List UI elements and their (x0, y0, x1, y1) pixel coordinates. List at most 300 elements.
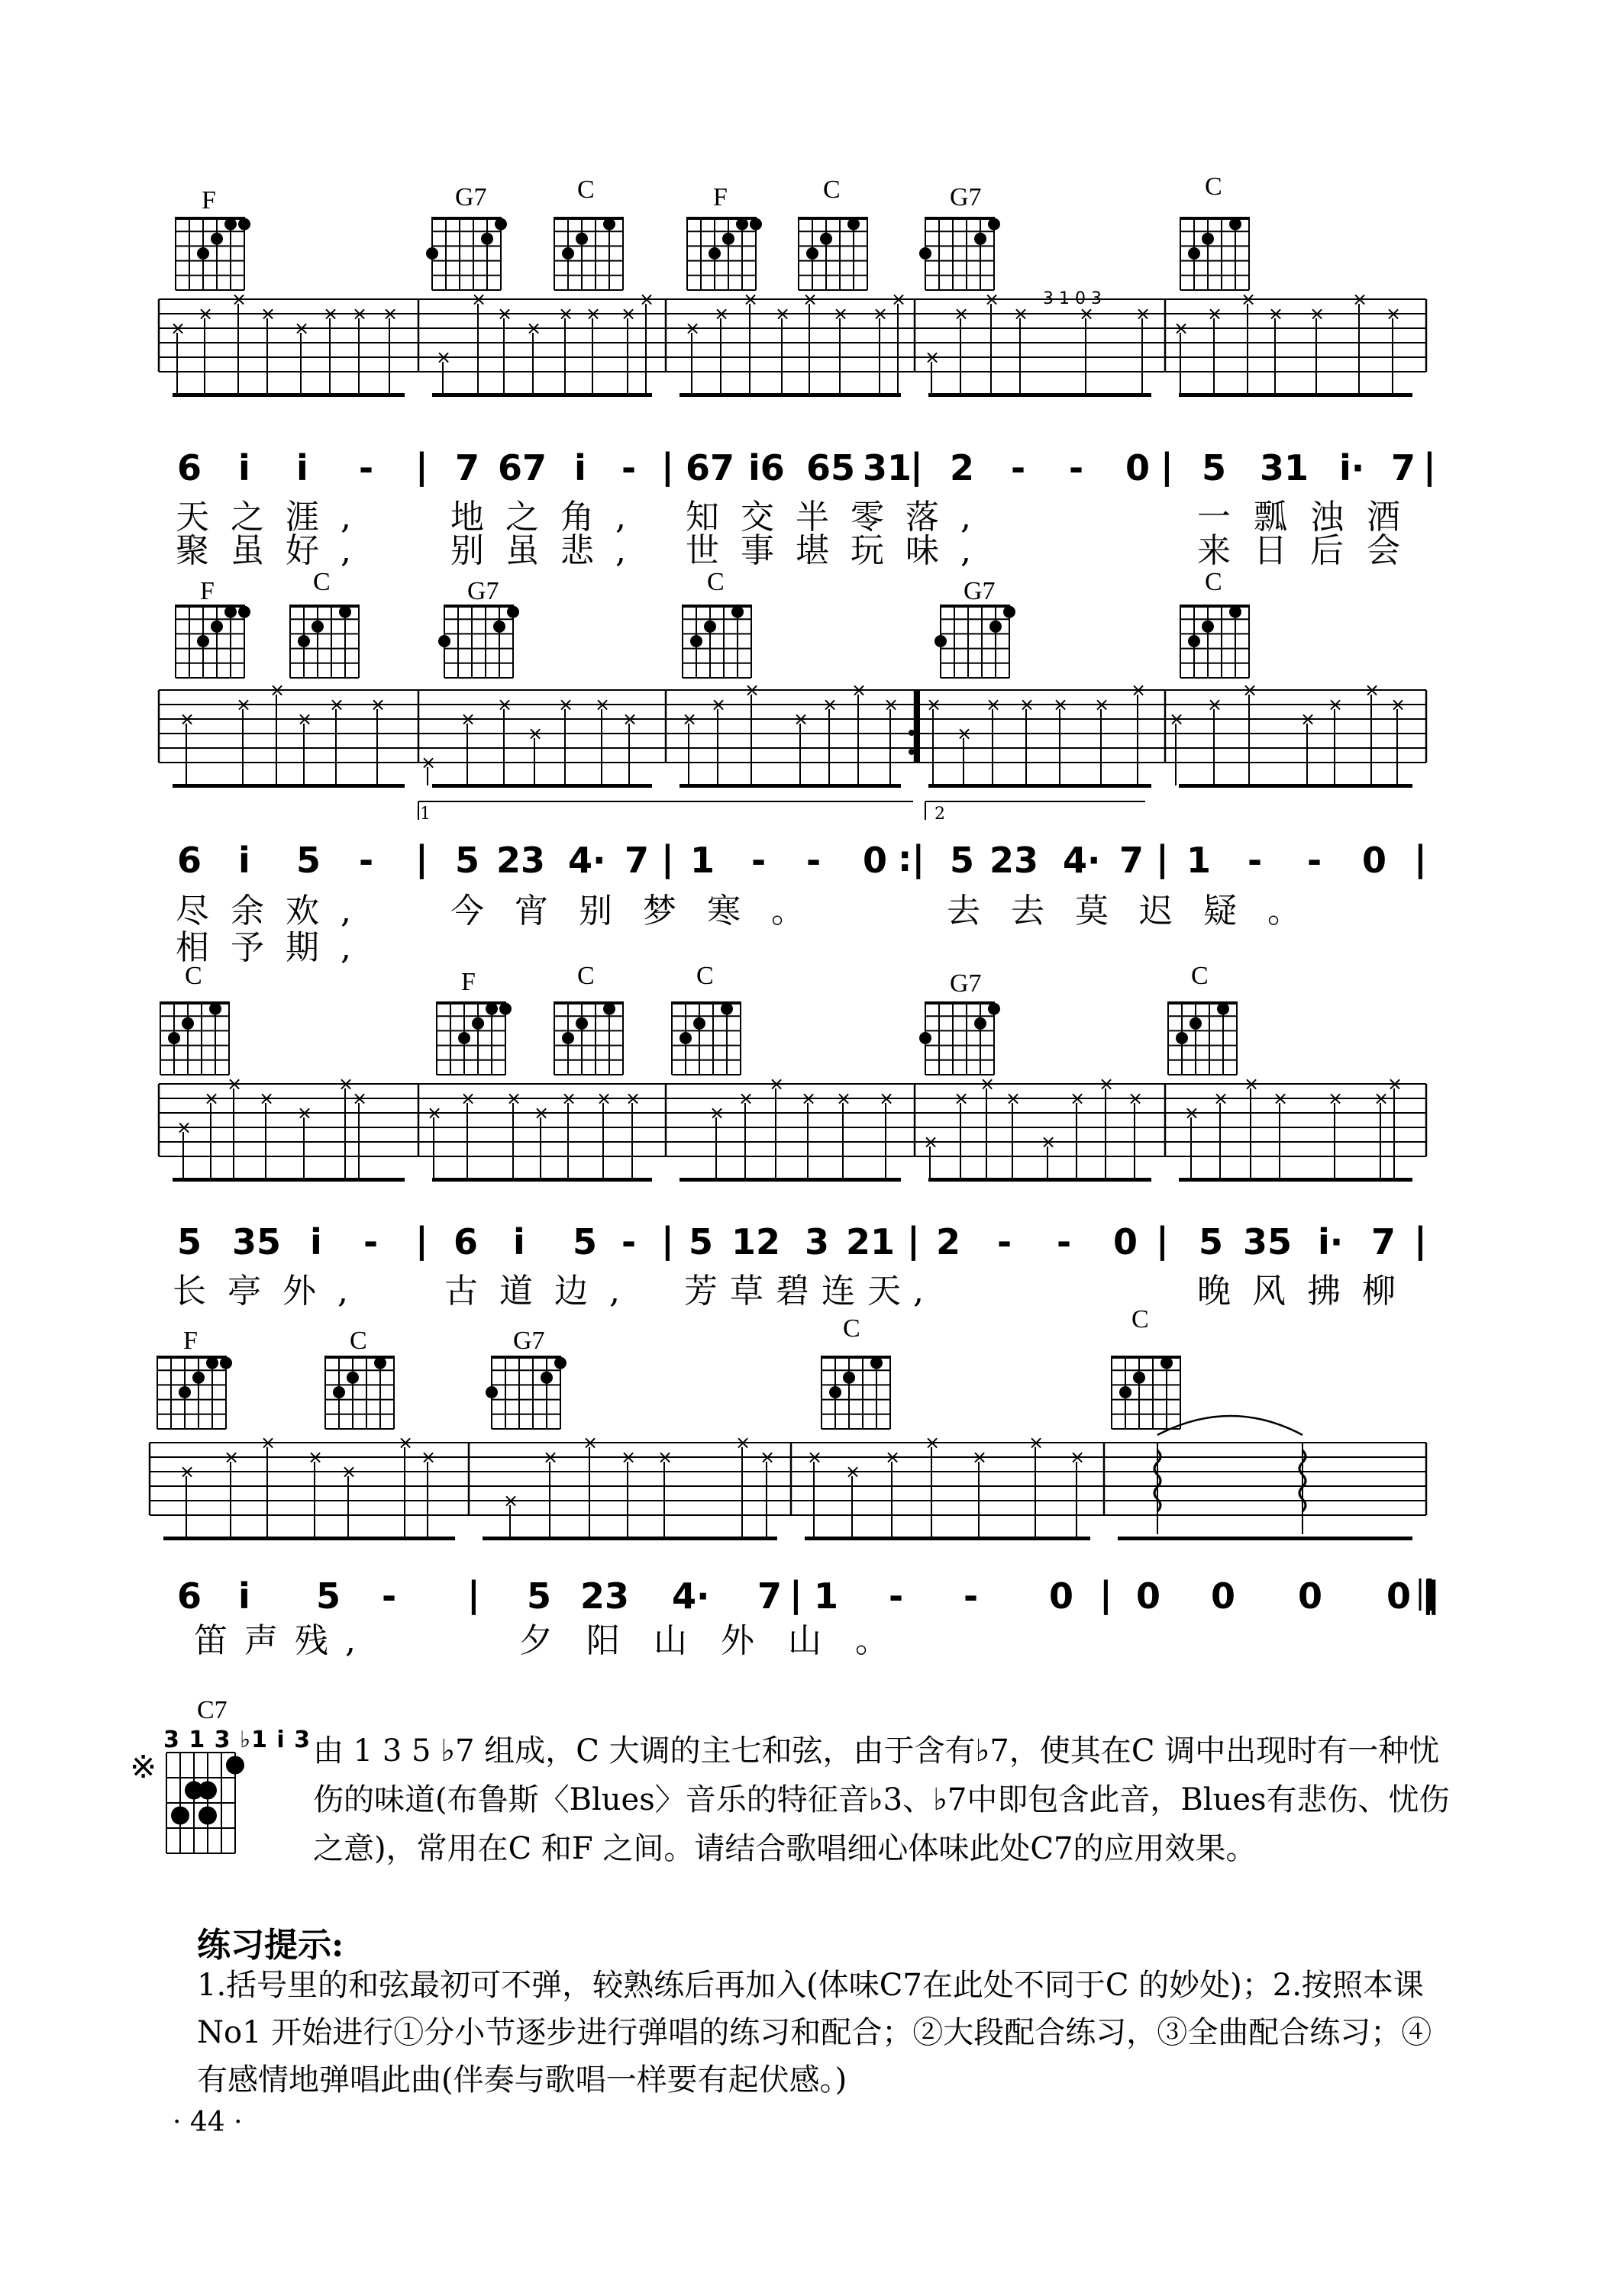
chord-dot (843, 1372, 855, 1384)
tab-x-mark: × (1184, 1102, 1200, 1124)
tab-x-mark: × (421, 752, 437, 773)
tab-x-mark: × (657, 1446, 673, 1468)
tab-beam (1179, 784, 1412, 788)
tab-x-mark: × (735, 1432, 751, 1453)
tab-x-mark: × (957, 723, 973, 744)
tab-x-mark: × (497, 303, 513, 324)
tab-x-mark: × (980, 1073, 996, 1095)
tab-x-mark: × (503, 1490, 519, 1511)
tab-x-mark: × (558, 694, 574, 715)
tab-beam (483, 1537, 777, 1540)
chord-dot (709, 247, 721, 260)
lyric: 相予期, (176, 928, 373, 967)
chord-dot (806, 247, 818, 260)
lyric: 别虽悲, (450, 531, 647, 570)
notation-note: 5 (1202, 447, 1227, 489)
tab-x-mark: × (586, 303, 602, 324)
chord-dot (919, 247, 931, 260)
notation-note: 23 (580, 1575, 630, 1617)
barline: | (1160, 446, 1173, 487)
chord-name: F (461, 968, 476, 996)
tab-x-mark: × (1028, 1432, 1044, 1453)
tab-x-mark: × (595, 694, 611, 715)
chord-name: C (707, 568, 725, 596)
tab-x-mark: × (891, 289, 907, 310)
lyric: 世事堪玩味, (686, 531, 993, 570)
tab-x-mark: × (1273, 1088, 1289, 1109)
tab-x-mark: × (925, 347, 941, 368)
barline: | (415, 446, 428, 487)
chord-dot (750, 218, 762, 231)
notation-note: 65 (806, 447, 856, 489)
lyric: 地之角, (450, 498, 647, 537)
chord-dot (1190, 1017, 1202, 1030)
tab-x-mark: × (711, 694, 727, 715)
notation-note: 6 (177, 840, 202, 881)
lyric: 天之涯, (176, 498, 373, 537)
chord-name: C (577, 176, 595, 204)
notation-note: 23 (496, 840, 546, 881)
tab-x-mark: × (760, 1446, 776, 1468)
tab-x-mark: × (176, 1117, 192, 1138)
chord-dot (374, 1357, 386, 1369)
tab-x-mark: × (1128, 1088, 1144, 1109)
notation-note: 4· (1063, 840, 1101, 881)
tab-x-mark: × (1135, 303, 1151, 324)
notation-note: i6 (748, 447, 785, 489)
chord-dot (472, 1017, 484, 1030)
tab-x-mark: × (1328, 694, 1344, 715)
notation-note: 23 (989, 840, 1039, 881)
tab-x-mark: × (621, 1446, 637, 1468)
tab-x-mark: × (738, 1088, 754, 1109)
chord-name: C (185, 962, 202, 990)
notation-note: 7 (1119, 840, 1144, 881)
barline: | (661, 838, 674, 879)
lyric: 笛声残, (194, 1621, 373, 1660)
chord-dot (1003, 606, 1015, 618)
tab-x-mark: × (323, 303, 339, 324)
tab-x-mark: × (873, 303, 889, 324)
tab-x-mark: × (1173, 318, 1190, 339)
chord-name: G7 (467, 577, 499, 605)
chord-dot (829, 1386, 841, 1398)
tab-x-mark: × (984, 289, 1000, 310)
tab-x-mark: × (851, 679, 867, 701)
tab-x-mark: × (270, 679, 286, 701)
chord-dot (1202, 621, 1214, 633)
tab-x-mark: × (833, 303, 849, 324)
chord-dot (486, 1003, 498, 1015)
notation-note: 3 (805, 1221, 830, 1262)
tab-x-mark: × (427, 1102, 443, 1124)
notation-note: - (1057, 1221, 1072, 1262)
barline: | (661, 1220, 674, 1261)
chord-name: G7 (455, 183, 487, 211)
chord-dot (209, 1003, 221, 1015)
barline: | (661, 446, 674, 487)
tab-x-mark: × (879, 1088, 895, 1109)
lyric: 尽余欢, (176, 892, 373, 930)
chord-dot (974, 233, 986, 245)
chord-dot (1188, 247, 1200, 260)
chord-dot (731, 606, 744, 618)
notation-note: - (1307, 840, 1322, 881)
barline: | (1414, 1220, 1427, 1261)
chord-dot (481, 233, 493, 245)
barline: | (415, 1220, 428, 1261)
chord-dot (988, 1003, 1000, 1015)
chord-dot (679, 1032, 692, 1044)
tab-x-mark: × (621, 303, 637, 324)
barline: | (467, 1574, 480, 1615)
lyric: 去去莫迟疑。 (947, 892, 1332, 930)
notation-note: 5 (177, 1221, 202, 1262)
chord-dot (298, 635, 310, 647)
chord-name: C (843, 1314, 860, 1343)
practice-tips-title: 练习提示: (197, 1926, 344, 1965)
tab-x-mark: × (807, 1446, 823, 1468)
tab-x-mark: × (460, 708, 476, 730)
notation-note: 5 (316, 1575, 341, 1617)
chord-dot (562, 247, 574, 260)
tab-x-mark: × (260, 1432, 276, 1453)
chord-dot (426, 247, 438, 260)
repeat-dot (909, 730, 915, 736)
lyric: 今宵别梦寒。 (450, 892, 835, 930)
chord-dot (211, 233, 223, 245)
tie-arc (1157, 1416, 1302, 1435)
notation-note: i (238, 447, 250, 489)
notation-note: 31 (1260, 447, 1309, 489)
chord-dot (224, 218, 237, 231)
notation-note: - (751, 840, 767, 881)
chord-dot (554, 1357, 567, 1369)
tab-beam (928, 784, 1151, 788)
tab-x-mark: × (801, 1088, 817, 1109)
lyric: 长亭外, (173, 1272, 370, 1311)
chord-dot (179, 1386, 191, 1398)
notation-note: 12 (731, 1221, 781, 1262)
c7-fingering: 3 1 3 ♭1 i 3 (163, 1727, 312, 1753)
tab-x-mark: × (471, 289, 487, 310)
notation-note: 0 (1136, 1575, 1161, 1617)
notation-note: 0 (1113, 1221, 1138, 1262)
barline: | (1099, 1574, 1112, 1615)
chord-dot (211, 621, 223, 633)
notation-note: - (1248, 840, 1263, 881)
tab-x-mark: × (224, 1446, 240, 1468)
notation-note: 31 (863, 447, 912, 489)
tab-beam (173, 1178, 405, 1182)
chord-dot (192, 1372, 205, 1384)
tab-beam (679, 393, 901, 397)
tab-x-mark: × (1094, 694, 1110, 715)
tab-x-mark: × (383, 303, 399, 324)
tab-x-mark: × (421, 1446, 437, 1468)
tab-x-mark: × (714, 303, 730, 324)
notation-note: 6 (177, 447, 202, 489)
chord-dot (224, 606, 237, 618)
notation-note: 5 (1199, 1221, 1224, 1262)
tab-x-mark: × (845, 1461, 861, 1482)
page-number: · 44 · (173, 2107, 243, 2138)
tab-x-mark: × (460, 1088, 476, 1109)
tab-x-mark: × (625, 1088, 641, 1109)
chord-dot (693, 1017, 705, 1030)
chord-dot (721, 1003, 733, 1015)
tab-x-mark: × (1309, 303, 1325, 324)
chord-dot (935, 635, 947, 647)
chord-name: F (200, 577, 215, 605)
chord-dot (206, 1357, 218, 1369)
chord-dot (847, 218, 860, 231)
chord-name: F (713, 183, 728, 211)
notation-note: 0 (1362, 840, 1387, 881)
barline: | (789, 1574, 802, 1615)
chord-dot (722, 233, 734, 245)
chord-name: C (823, 176, 841, 204)
chord-nut (432, 217, 501, 220)
notation-note: 35 (1243, 1221, 1293, 1262)
tab-beam (928, 393, 1151, 397)
tab-x-mark: × (543, 1446, 559, 1468)
tab-x-mark: × (685, 318, 701, 339)
chord-dot (576, 233, 588, 245)
notation-note: 1 (690, 840, 715, 881)
chord-dot (1188, 635, 1200, 647)
chord-nut (925, 1001, 994, 1004)
chord-name: C (313, 568, 331, 596)
tab-x-mark: × (1374, 1088, 1390, 1109)
notation-note: 0 (1298, 1575, 1323, 1617)
tab-beam (805, 1537, 1090, 1540)
tab-x-mark: × (1207, 303, 1223, 324)
tab-x-mark: × (352, 303, 368, 324)
tab-x-mark: × (294, 318, 310, 339)
tab-beam (1179, 393, 1412, 397)
tab-x-mark: × (972, 1446, 988, 1468)
volta-1: 1 (420, 805, 431, 824)
tab-x-mark: × (497, 694, 513, 715)
notation-note: - (382, 1575, 397, 1617)
tab-beam (1179, 1178, 1412, 1182)
tab-x-mark: × (954, 1088, 970, 1109)
tab-x-mark: × (227, 1073, 243, 1095)
lyric: 晚风拂柳 (1197, 1272, 1417, 1311)
tab-x-mark: × (398, 1432, 414, 1453)
chord-dot (507, 606, 519, 618)
tab-x-mark: × (1131, 679, 1147, 701)
notation-note: - (1011, 447, 1026, 489)
notation-note: 6 (177, 1575, 202, 1617)
notation-note: i (238, 1575, 250, 1617)
chord-dot (495, 218, 507, 231)
chord-dot (1176, 1032, 1188, 1044)
chord-dot (499, 1003, 512, 1015)
tab-x-mark: × (923, 1131, 939, 1153)
chord-dot (199, 1807, 217, 1825)
lyric: 来日后会 (1197, 531, 1423, 570)
tab-x-mark: × (639, 289, 655, 310)
volta-2: 2 (935, 805, 945, 824)
tab-x-mark: × (836, 1088, 852, 1109)
notation-note: 0 (1386, 1575, 1412, 1617)
notation-note: 21 (846, 1221, 896, 1262)
chord-dot (1160, 1357, 1173, 1369)
tab-x-mark: × (802, 289, 818, 310)
tab-x-mark: × (775, 303, 791, 324)
chord-dot (1119, 1386, 1131, 1398)
chord-dot (919, 1032, 931, 1044)
tab-x-mark: × (1241, 289, 1257, 310)
notation-note: 5 (527, 1575, 552, 1617)
tab-x-mark: × (534, 1102, 550, 1124)
tab-x-mark: × (338, 1073, 354, 1095)
tab-beam (163, 1537, 455, 1540)
tab-x-mark: × (1099, 1073, 1115, 1095)
notation-note: i (310, 1221, 322, 1262)
tab-x-mark: × (822, 694, 838, 715)
tab-x-mark: × (986, 694, 1002, 715)
tab-x-mark: × (926, 694, 942, 715)
tab-x-mark: × (596, 1088, 612, 1109)
tab-x-mark: × (198, 303, 214, 324)
chord-dot (333, 1386, 345, 1398)
tab-x-mark: × (622, 708, 638, 730)
notation-note: 5 (689, 1221, 714, 1262)
notation-note: 7 (757, 1575, 783, 1617)
tab-x-mark: × (709, 1102, 725, 1124)
tab-x-mark: × (260, 303, 276, 324)
chord-nut (492, 1356, 560, 1359)
chord-dot (226, 1756, 244, 1775)
chord-dot (182, 1017, 194, 1030)
tab-x-mark: × (954, 303, 970, 324)
notation-note: - (359, 447, 374, 489)
chord-dot (820, 233, 832, 245)
tab-x-mark: × (259, 1088, 275, 1109)
notation-note: - (621, 447, 637, 489)
tab-x-mark: × (297, 708, 313, 730)
lyric: 聚虽好, (176, 531, 373, 570)
tab-x-mark: × (793, 708, 809, 730)
practice-tips-text: 1.括号里的和弦最初可不弹，较熟练后再加入(体味C7在此处不同于C 的妙处)；2.按照本课No1 开始进行①分小节逐步进行弹唱的练习和配合；②大段配合练习，③全曲配合练习；④有感情地弹唱此曲(伴奏与歌唱一样要有起伏感。) (197, 1968, 1432, 2098)
tab-x-mark: × (682, 708, 698, 730)
notation-note: i (513, 1221, 525, 1262)
tab-x-mark: × (1390, 694, 1406, 715)
note-marker: ※ (130, 1748, 157, 1785)
chord-name: C (577, 962, 595, 990)
tab-x-mark: × (329, 694, 345, 715)
notation-note: 1 (814, 1575, 839, 1617)
tab-x-mark: × (506, 1088, 522, 1109)
notation-note: 2 (950, 447, 975, 489)
chord-nut (925, 217, 994, 220)
barline: | (907, 1220, 920, 1261)
tab-x-mark: × (1006, 1088, 1022, 1109)
chord-name: F (202, 186, 216, 214)
notation-note: 0 (1125, 447, 1151, 489)
tab-beam (432, 393, 652, 397)
tab-x-mark: × (1053, 694, 1069, 715)
notation-note: i· (1318, 1221, 1344, 1262)
chord-dot (989, 621, 1002, 633)
lyric: 古道边, (444, 1272, 641, 1311)
chord-dot (458, 1032, 470, 1044)
chord-dot (1217, 1003, 1229, 1015)
tab-x-mark: × (341, 1461, 357, 1482)
barline: | (910, 446, 923, 487)
chord-dot (347, 1372, 359, 1384)
tab-x-mark: × (558, 303, 574, 324)
chord-dot (197, 635, 209, 647)
tab-x-mark: × (352, 1088, 368, 1109)
notation-note: 5 (573, 1221, 598, 1262)
notation-note: 67 (498, 447, 547, 489)
barline: | (1414, 838, 1427, 879)
tab-beam (679, 1178, 901, 1182)
chord-dot (1202, 233, 1214, 245)
chord-name: G7 (950, 969, 982, 998)
tab-beam (1118, 1537, 1412, 1540)
tab-x-mark: × (297, 1102, 313, 1124)
notation-note: 7 (1391, 447, 1416, 489)
notation-note: 1 (1186, 840, 1212, 881)
chord-dot (704, 621, 716, 633)
lyric: 一瓢浊酒 (1197, 498, 1423, 537)
tab-x-mark: × (1213, 1088, 1229, 1109)
tab-x-mark: × (1300, 708, 1316, 730)
notation-note: 35 (232, 1221, 282, 1262)
lyric: 知交半零落, (686, 498, 993, 537)
tab-x-mark: × (743, 289, 759, 310)
tab-x-mark: × (1079, 303, 1095, 324)
notation-note: 5 (455, 840, 480, 881)
tab-x-mark: × (769, 1073, 785, 1095)
notation-note: 7 (625, 840, 650, 881)
notation-note: 5 (296, 840, 321, 881)
notation-note: - (889, 1575, 904, 1617)
tab-beam (432, 784, 652, 788)
chord-dot (438, 635, 450, 647)
chord-name: C (350, 1327, 367, 1355)
chord-dot (486, 1386, 498, 1398)
tab-x-mark: × (561, 1088, 577, 1109)
notation-note: - (621, 1221, 637, 1262)
notation-note: - (806, 840, 822, 881)
tab-x-mark: × (179, 708, 195, 730)
barline: | (415, 838, 428, 879)
notation-note: 0 (1049, 1575, 1074, 1617)
barline: | (1156, 838, 1169, 879)
barline: | (1156, 1220, 1169, 1261)
chord-dot (238, 606, 250, 618)
tab-x-mark: × (1169, 708, 1185, 730)
chord-name: C (1205, 173, 1222, 201)
chord-dot (576, 1017, 588, 1030)
chord-dot (690, 635, 702, 647)
c7-chord-name: C7 (197, 1696, 228, 1724)
tab-x-mark: × (1207, 694, 1223, 715)
notation-note: i (238, 840, 250, 881)
chord-dot (1229, 218, 1241, 231)
notation-note: i· (1339, 447, 1365, 489)
chord-name: C (696, 962, 714, 990)
chord-name: G7 (513, 1327, 545, 1355)
notation-note: 0 (863, 840, 888, 881)
tab-x-mark: × (1019, 694, 1035, 715)
